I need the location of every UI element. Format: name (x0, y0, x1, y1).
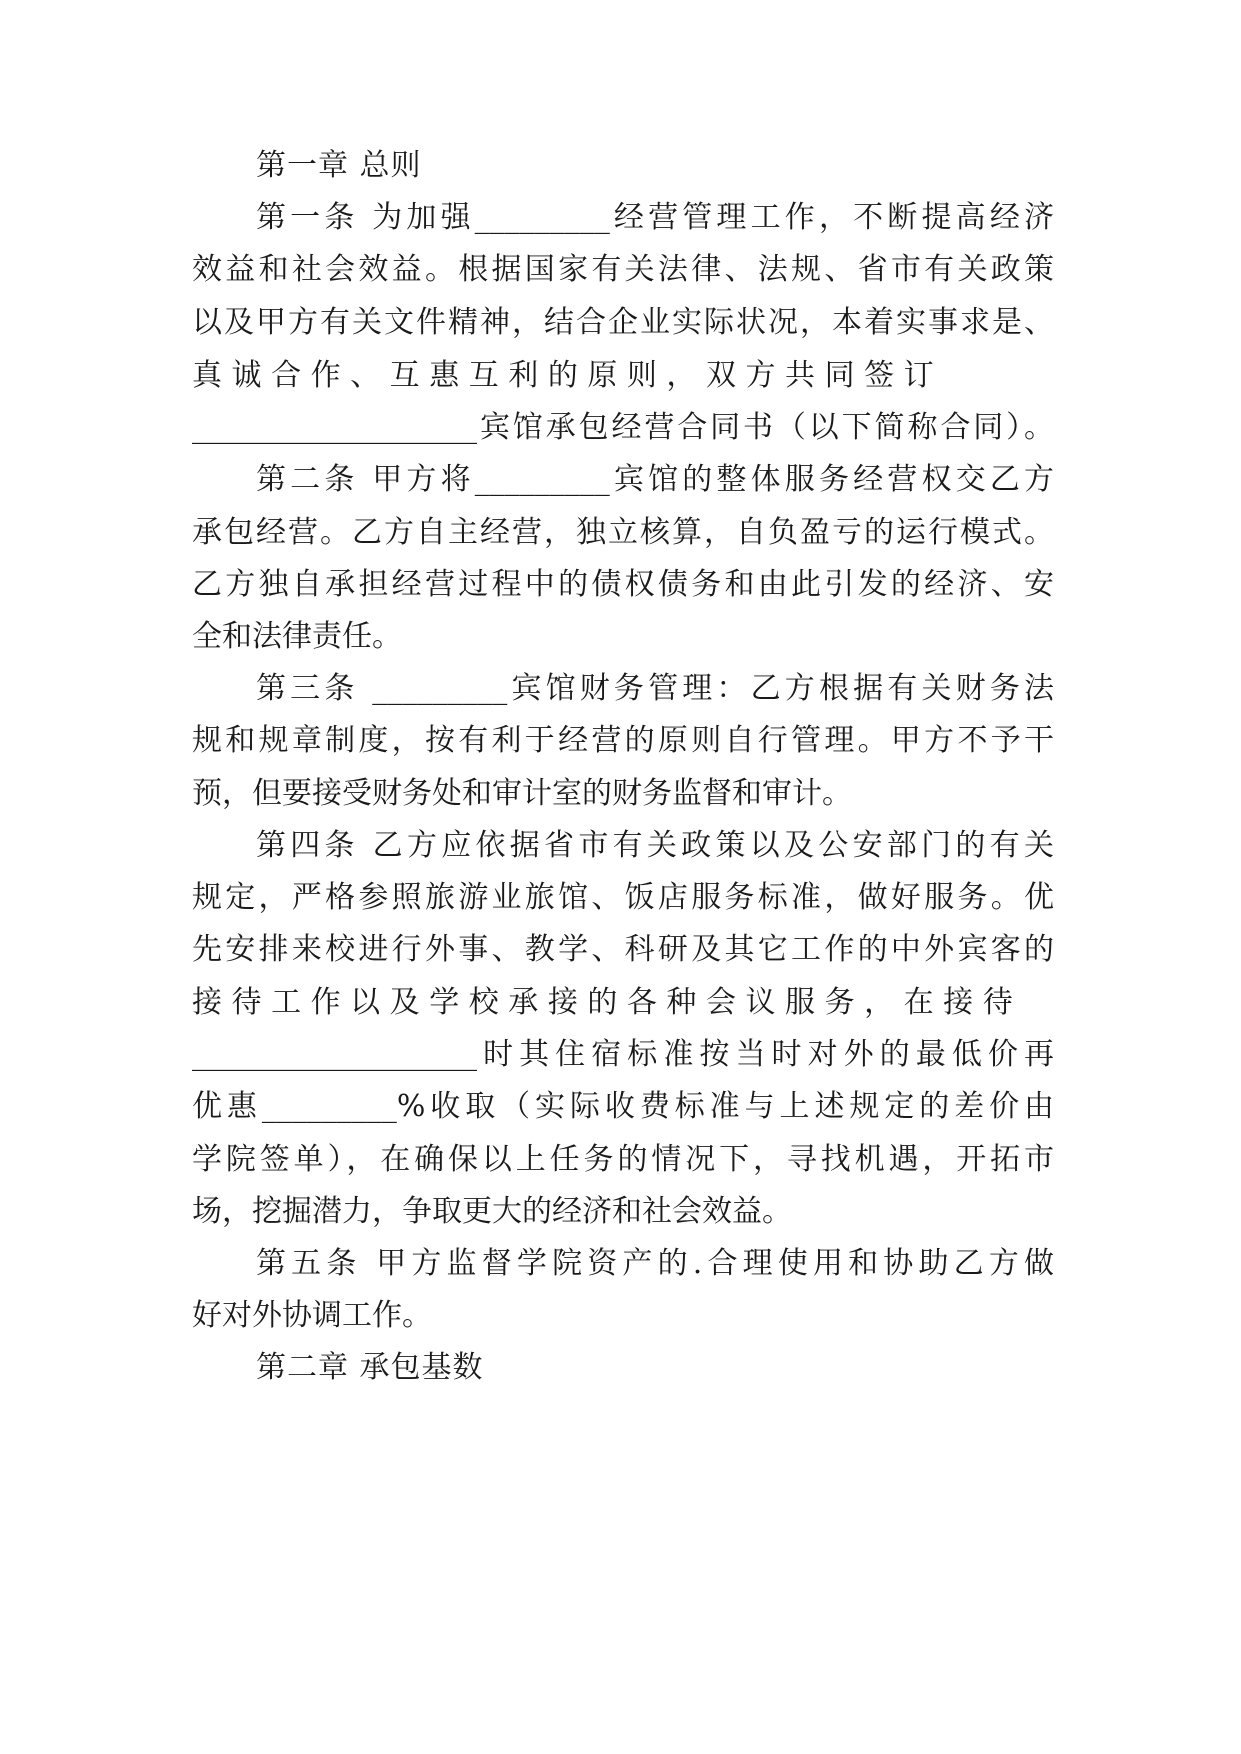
article-5-line-2: 好对外协调工作。 (192, 1298, 432, 1333)
article-4-line-8: 场，挖掘潜力，争取更大的经济和社会效益。 (192, 1194, 792, 1229)
article-1-line-5: ___________________宾馆承包经营合同书（以下简称合同）。 (192, 410, 1054, 445)
article-2-line-2: 承包经营。乙方自主经营，独立核算，自负盈亏的运行模式。 (192, 515, 1054, 550)
article-4-line-3: 先安排来校进行外事、教学、科研及其它工作的中外宾客的 (192, 932, 1054, 967)
chapter-2-heading: 第二章 承包基数 (256, 1350, 484, 1385)
article-4-line-4: 接 待 工 作 以 及 学 校 承 接 的 各 种 会 议 服 务 ， 在 接 待 (192, 985, 1013, 1020)
article-4-line-2: 规定，严格参照旅游业旅馆、饭店服务标准，做好服务。优 (192, 880, 1054, 915)
article-1-line-1: 第一条 为加强_________经营管理工作，不断提高经济 (256, 200, 1054, 235)
article-4-line-5: ___________________时其住宿标准按当时对外的最低价再 (192, 1037, 1054, 1072)
article-2-line-1: 第二条 甲方将_________宾馆的整体服务经营权交乙方 (256, 462, 1054, 497)
article-4-line-6: 优惠_________%收取（实际收费标准与上述规定的差价由 (192, 1089, 1054, 1124)
chapter-1-heading: 第一章 总则 (256, 148, 422, 183)
article-1-line-2: 效益和社会效益。根据国家有关法律、法规、省市有关政策 (192, 252, 1054, 287)
article-3-line-1: 第三条 _________宾馆财务管理：乙方根据有关财务法 (256, 671, 1054, 706)
article-2-line-4: 全和法律责任。 (192, 619, 402, 654)
article-5-line-1: 第五条 甲方监督学院资产的.合理使用和协助乙方做 (256, 1246, 1054, 1281)
article-1-line-3: 以及甲方有关文件精神，结合企业实际状况，本着实事求是、 (192, 305, 1054, 340)
article-2-line-3: 乙方独自承担经营过程中的债权债务和由此引发的经济、安 (192, 567, 1054, 602)
article-3-line-3: 预，但要接受财务处和审计室的财务监督和审计。 (192, 776, 852, 811)
article-4-line-7: 学院签单），在确保以上任务的情况下，寻找机遇，开拓市 (192, 1142, 1054, 1177)
article-3-line-2: 规和规章制度，按有利于经营的原则自行管理。甲方不予干 (192, 723, 1054, 758)
article-1-line-4: 真 诚 合 作 、 互 惠 互 利 的 原 则 ， 双 方 共 同 签 订 (192, 358, 934, 393)
article-4-line-1: 第四条 乙方应依据省市有关政策以及公安部门的有关 (256, 828, 1054, 863)
